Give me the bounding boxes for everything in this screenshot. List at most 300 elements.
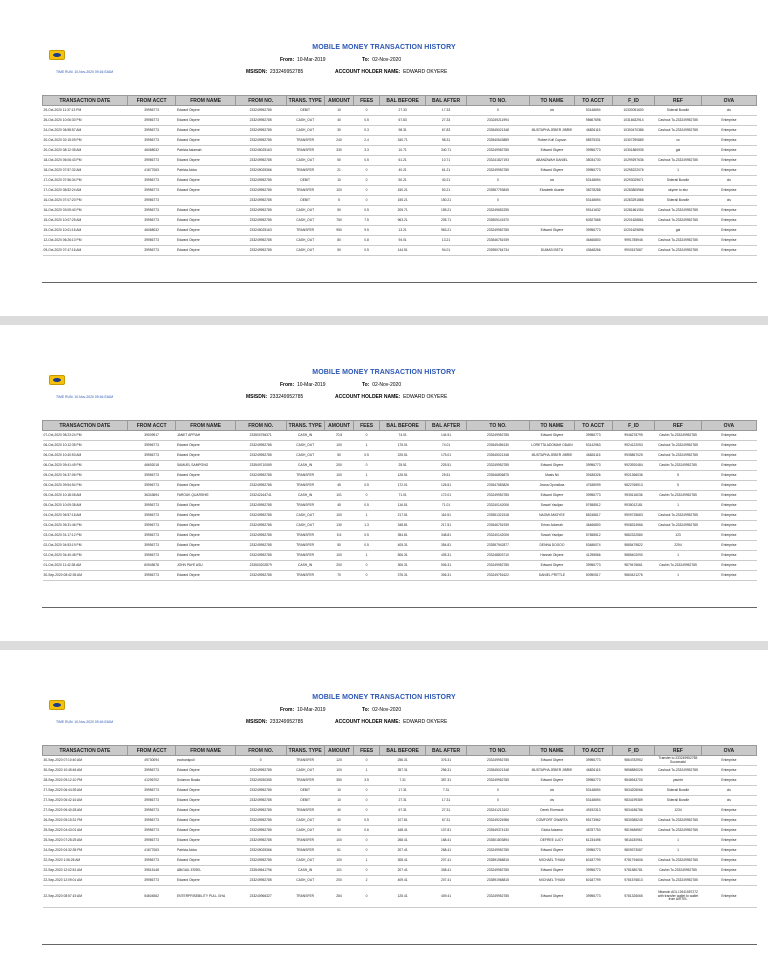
table-cell: Cashout To-233249952785 [655,216,702,226]
table-cell: 60 [324,826,354,836]
table-row [43,776,757,786]
table-cell: 29-Oct-2020 11:37:13 PM [43,106,128,116]
table-cell: 74.01 [426,441,466,451]
table-cell: 217.51 [379,511,426,521]
table-cell: 9781326065 [612,886,654,908]
table-cell: cis [530,786,574,796]
table-cell: 225.51 [379,451,426,461]
table-cell: 9.5 [354,226,379,236]
table-cell: Enterprise [701,206,756,216]
table-row [43,461,757,471]
table-cell: 85248617 [574,511,612,521]
table-cell: 10 [324,796,354,806]
table-cell: CASH_OUT [286,856,324,866]
table-cell: Cashout To-233249952785 [655,856,702,866]
table-cell: 06-Oct-2020 10:12:35 PM [43,441,128,451]
table-cell: Enterprise [701,236,756,246]
table-cell: 10293029671 [612,176,654,186]
table-cell: Siderail Bundle [655,106,702,116]
table-cell: 0.5 [354,501,379,511]
table-row [43,136,757,146]
table-cell: 233249952785 [466,886,530,908]
table-cell: TRANSFER [286,541,324,551]
table-cell: 41677063 [127,846,176,856]
table-cell: 39956773 [127,511,176,521]
table-cell: Enterprise [701,146,756,156]
table-cell: 200 [324,876,354,886]
table-cell: 25.51 [426,471,466,481]
table-cell: 116.51 [379,501,426,511]
table-cell: 18-Oct-2020 06:06:43 PM [43,156,128,166]
table-cell: 40 [324,816,354,826]
table-cell: 1 [655,836,702,846]
column-header: TO ACCT [574,96,612,106]
table-cell: 233249952785 [235,501,286,511]
table-cell: 10295222076 [612,166,654,176]
table-cell: Enterprise [701,846,756,856]
table-cell: 13.21 [379,226,426,236]
column-header: OVA [701,746,756,756]
table-cell: 17.31 [379,786,426,796]
table-cell: 233557793845 [466,186,530,196]
table-cell: 39956773 [574,846,612,856]
table-cell: 03-Oct-2020 01:17:12 PM [43,531,128,541]
table-cell: 10330051600 [612,106,654,116]
table-cell: 67.31 [379,806,426,816]
table-cell: 0 [354,836,379,846]
table-cell: 233549641796 [235,866,286,876]
table-cell: 0.8 [354,236,379,246]
table-cell: 130 [324,521,354,531]
table-cell: 506.31 [379,551,426,561]
table-cell [530,206,574,216]
table-cell: 0 [354,886,379,908]
table-cell: CASH_OUT [286,826,324,836]
table-cell: 172.01 [426,491,466,501]
table-cell: 107.81 [426,826,466,836]
table-cell: 13.21 [426,236,466,246]
table-cell: 9856880026 [612,766,654,776]
table-cell: 10301860935 [612,146,654,156]
table-cell: 01-Oct-2020 11:42:38 AM [43,561,128,571]
table-cell: TRANSFER [286,146,324,156]
table-cell: CASH_IN [286,491,324,501]
table-cell: Enterprise [701,886,756,908]
table-cell: 1 [655,551,702,561]
table-cell: CASH_OUT [286,521,324,531]
table-cell: Enterprise [701,541,756,551]
table-cell: 1234 [655,806,702,816]
table-cell: 22-Sep-2020 1:06:28 AM [43,856,128,866]
table-cell: TRANSFER [286,806,324,816]
table-cell: TRANSFER [286,846,324,856]
table-cell: cis [701,796,756,806]
table-cell: Enterprise [701,441,756,451]
table-cell: Siderail Bundle [655,196,702,206]
table-cell: 233249952785 [235,511,286,521]
table-row [43,756,757,766]
table-cell: gal [655,146,702,156]
table-cell: 9923920484 [612,461,654,471]
table-cell: 05-Oct-2020 10:18:08 AM [43,491,128,501]
table-cell: 47638099 [574,481,612,491]
table-cell: Derek Elormzok [530,806,574,816]
table-cell: 2 [354,876,379,886]
table-cell: 233249952785 [235,206,286,216]
table-cell: 9834199389 [612,796,654,806]
table-cell: 233547683826 [466,481,530,491]
table-cell: 39956773 [127,471,176,481]
table-cell: 39956773 [574,166,612,176]
table-cell: 10201628861 [612,216,654,226]
table-row [43,126,757,136]
table-cell: 1 [354,471,379,481]
table-cell: 39956773 [127,196,176,206]
table-cell: 5 [655,481,702,491]
table-cell: 340.71 [426,146,466,156]
table-row [43,176,757,186]
table-cell: 123 [655,531,702,541]
table-cell: 1 [655,166,702,176]
table-cell [530,216,574,226]
table-cell: Edward Okyere [176,531,235,541]
table-cell: Edward Okyere [176,481,235,491]
table-cell: 39956773 [127,186,176,196]
table-cell: 05-Oct-2020 04:37:06 PM [43,471,128,481]
table-cell: 48787753 [574,826,612,836]
column-header: TO NO. [466,96,530,106]
table-cell: 150.21 [426,196,466,206]
table-cell: Enterprise [701,756,756,766]
table-cell: 233241827193 [466,156,530,166]
table-cell: 20-Oct-2020 08:12:35 AM [43,146,128,156]
table-cell: 74.01 [379,431,426,441]
table-cell: Patricia Asiamah [176,146,235,156]
statement-page [0,650,768,978]
table-cell: Edward Okyere [176,876,235,886]
table-cell: 376.31 [426,756,466,766]
table-cell: 207.41 [426,856,466,866]
table-cell: CASH_OUT [286,216,324,226]
table-cell: 39956773 [127,176,176,186]
to-label: To: [362,57,370,63]
table-cell: 39956773 [127,216,176,226]
table-cell: 233248803710 [466,551,530,561]
table-cell: Edward Okyere [530,146,574,156]
table-cell: CASH_IN [286,461,324,471]
table-row [43,431,757,441]
table-cell: 39956773 [127,501,176,511]
table-cell: 39956773 [127,116,176,126]
table-cell: 10201629896 [612,226,654,236]
table-cell: 233245025163 [235,146,286,156]
table-cell: 233545021348 [466,451,530,461]
table-cell: 40.21 [379,166,426,176]
table-cell: 39956773 [574,776,612,786]
table-cell: 405.31 [426,551,466,561]
table-cell: 10.71 [426,156,466,166]
table-cell: Edward Okyere [176,501,235,511]
table-cell: Sowah Yaulipur [530,501,574,511]
table-cell: 30 [324,126,354,136]
table-cell: 0.5 [354,541,379,551]
to-date: 02-Nov-2020 [372,57,402,63]
table-cell: 963.21 [379,216,426,226]
table-cell: MUSTAPHA JEBER JIBRIE [530,126,574,136]
table-cell: 100 [324,766,354,776]
table-cell: 9935012181 [612,501,654,511]
holder-label: ACCOUNT HOLDER NAME: [335,719,401,725]
table-cell: 17-Oct-2020 07:56:34 PM [43,176,128,186]
table-cell: 9900157687 [612,246,654,256]
table-cell: 233249952785 [235,521,286,531]
table-cell: Edward Okyere [530,461,574,471]
table-cell: 233500202879 [235,561,286,571]
table-row [43,866,757,876]
table-cell: 0 [466,796,530,806]
table-cell: 10283291886 [612,196,654,206]
table-cell: Patricia Aidoo [176,166,235,176]
table-cell: Edward Okyere [176,236,235,246]
table-cell: 39956773 [127,156,176,166]
table-cell: 9834205066 [612,786,654,796]
table-cell: okyere to ebz [655,186,702,196]
column-header: TO NO. [466,746,530,756]
table-cell: 0.5 [354,116,379,126]
table-cell: Gloria Adzamo [530,826,574,836]
column-header: TO NAME [530,746,574,756]
table-cell: Transfer to 233249952785 Successful [655,756,702,766]
table-cell: 9921366036 [612,471,654,481]
table-cell: DEFREE LUCY [530,836,574,846]
table-cell: CASH_IN [286,561,324,571]
table-cell: 233249250355 [235,776,286,786]
table-cell: 25.51 [379,461,426,471]
table-cell: 233249952785 [235,531,286,541]
table-cell: cis [530,796,574,806]
column-header: FROM ACCT [127,421,176,431]
table-cell: 50.21 [379,176,426,186]
table-cell: 39956773 [127,441,176,451]
table-cell: 233546751939 [466,521,530,531]
table-cell: DEBIT [286,786,324,796]
table-cell: 233249952785 [235,186,286,196]
table-cell: CASH_OUT [286,156,324,166]
table-cell: Edward Okyere [176,816,235,826]
table-bottom-rule [42,607,757,608]
table-row [43,146,757,156]
table-cell: 233249952785 [466,756,530,766]
column-header: BAL BEFORE [379,96,426,106]
table-cell: 0 [354,796,379,806]
table-cell: 0.5 [354,451,379,461]
table-cell: Enterprise [701,216,756,226]
table-cell: 28-Sep-2020 09:12:10 PM [43,776,128,786]
table-cell: 0.5 [354,481,379,491]
table-cell: JANET APPIAH [176,431,235,441]
table-cell: 0 [466,196,530,206]
table-cell: 7.31 [426,786,466,796]
table-cell: 98667698 [574,116,612,126]
table-row [43,886,757,908]
table-cell: 233249952785 [235,126,286,136]
table-cell: Cashin To-233249952785 [655,491,702,501]
from-label: From: [280,57,295,63]
table-cell: TRANSFER [286,481,324,491]
table-cell: 46466800 [574,236,612,246]
table-cell: 7.31 [379,776,426,786]
column-header: FEES [354,746,379,756]
table-cell: 1 [655,846,702,856]
table-cell: 9935116036 [612,491,654,501]
column-header: AMOUNT [324,746,354,756]
table-cell: 9864782952 [612,756,654,766]
table-cell: 100 [324,511,354,521]
table-cell: FAROUK QUARSHIE [176,491,235,501]
table-cell: Edward Okyere [176,226,235,236]
table-row [43,186,757,196]
table-cell: 9822766913 [612,481,654,491]
table-cell: 41296702 [127,776,176,786]
msisdn-label: MSISDN: [246,394,268,400]
table-cell: 26-Sep-2020 05:15:31 PM [43,816,128,826]
table-cell: DEBIT [286,796,324,806]
table-cell: 39956773 [127,766,176,776]
table-cell: TRANSFER [286,471,324,481]
transactions-table [42,420,757,581]
table-cell: 53148694 [574,786,612,796]
table-cell: 38278288 [574,186,612,196]
table-cell: 39956773 [127,521,176,531]
table-cell: 963.21 [426,226,466,236]
table-cell: Cashout To-233249952785 [655,116,702,126]
table-cell: Patricia Aidoo [176,846,235,856]
table-cell: 50 [324,206,354,216]
table-cell: 46826115 [574,766,612,776]
table-cell: Edward Okyere [176,796,235,806]
table-cell: 233249952785 [235,806,286,816]
table-cell: 144.51 [379,246,426,256]
table-cell: 71.01 [426,501,466,511]
table-cell: 39956773 [127,876,176,886]
table-cell: 233509141570 [466,216,530,226]
table-cell: 354.81 [426,541,466,551]
table-cell: 0 [466,106,530,116]
statement-page [0,325,768,641]
table-cell: cis [701,196,756,206]
table-row [43,836,757,846]
table-cell: 1 [354,551,379,561]
table-cell: Enterprise [701,866,756,876]
table-row [43,846,757,856]
table-cell: Enterprise [701,431,756,441]
table-cell: 350 [324,776,354,786]
table-cell [176,196,235,206]
table-cell: 200 [324,461,354,471]
table-cell: Enterprise [701,226,756,236]
table-cell: CASH_OUT [286,246,324,256]
table-cell: 57658512 [574,501,612,511]
table-cell: 409.41 [426,886,466,908]
table-cell: CASH_OUT [286,876,324,886]
table-cell: 27-Sep-2020 06:44:39 AM [43,786,128,796]
table-cell: 39956773 [127,106,176,116]
table-cell: 233249952785 [235,481,286,491]
table-cell: TRANSFER [286,531,324,541]
table-cell: Edward Okyere [176,471,235,481]
table-cell: 54604562 [127,886,176,908]
table-cell: 233549710089 [235,461,286,471]
table-cell: 233249952785 [466,846,530,856]
table-cell: 53142963 [574,441,612,451]
table-cell: 233249952785 [235,766,286,776]
table-cell: 0 [354,176,379,186]
table-cell: SAMUEL SAMPONG [176,461,235,471]
table-cell: yashtrr [655,776,702,786]
table-cell: 2.4 [354,136,379,146]
table-cell: 26-Oct-2020 10:06:30 PM [43,116,128,126]
table-cell: 39956773 [127,551,176,561]
table-cell: Edward Okyere [176,186,235,196]
table-cell: cs [655,136,702,146]
table-bottom-rule [42,282,757,283]
table-cell: 9946278799 [612,431,654,441]
table-cell: 233501803894 [466,836,530,846]
table-cell: 9935867025 [612,451,654,461]
column-header: OVA [701,421,756,431]
table-cell: 45 [324,501,354,511]
table-cell: Cashout To-233249952785 [655,206,702,216]
table-cell: Enterprise [701,136,756,146]
table-cell: 17-Oct-2020 08:52:24 AM [43,186,128,196]
table-cell: 233249952785 [235,156,286,166]
table-cell: 9830385245 [612,816,654,826]
table-cell: 46826115 [574,126,612,136]
table-cell: Cashout To-233249952785 [655,511,702,521]
column-header: TO NAME [530,421,574,431]
transactions-table [42,95,757,256]
column-header: TO ACCT [574,746,612,756]
table-cell: 50.21 [426,186,466,196]
table-cell: Enterprise [701,491,756,501]
table-cell: 24-Sep-2020 04:32:35 PM [43,846,128,856]
table-cell: 233240142006 [466,501,530,511]
table-cell: 233242164741 [235,491,286,501]
table-cell: 9909725683 [612,511,654,521]
table-cell: Edward Okyere [176,246,235,256]
table-cell: Enterprise [701,166,756,176]
table-cell: 49192313 [574,806,612,816]
table-cell: Siderail Bundle [655,786,702,796]
table-cell: 357.31 [426,776,466,786]
table-cell: 207.41 [379,846,426,856]
table-cell: 233545021348 [466,766,530,776]
table-cell: 233249952785 [466,461,530,471]
table-cell: 39515148 [127,866,176,876]
table-cell: 256.31 [379,756,426,766]
table-cell: 12-Oct-2020 06:26:10 PM [43,236,128,246]
table-cell: 30-Sep-2020 10:45:46 AM [43,766,128,776]
table-cell: 39956773 [574,226,612,236]
table-cell: 100 [324,856,354,866]
table-cell: 200 [324,561,354,571]
table-row [43,766,757,776]
table-cell: 205.71 [426,216,466,226]
table-cell: LORETTA ADOMAH ODAIN [530,441,574,451]
table-cell: 41677063 [127,166,176,176]
table-cell: Enterprise [701,806,756,816]
table-cell: 9885479822 [612,541,654,551]
